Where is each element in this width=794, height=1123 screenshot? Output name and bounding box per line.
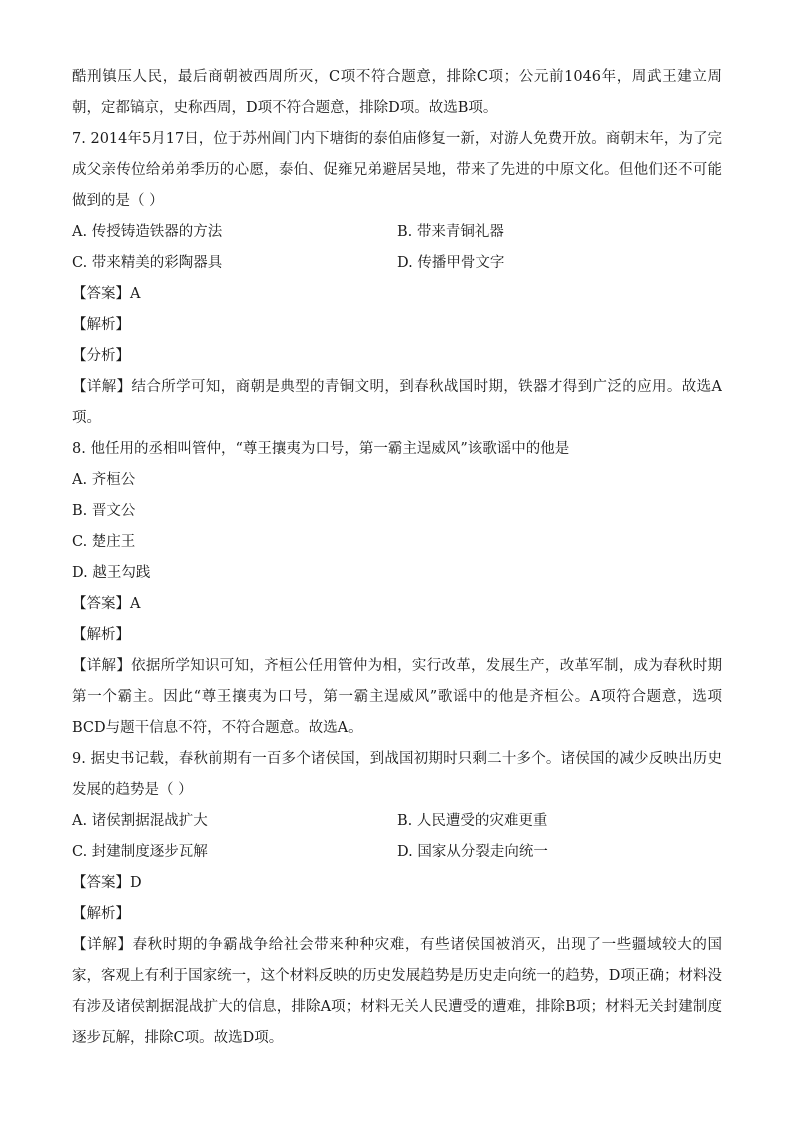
- question-7-fenxi-label: 【分析】: [72, 348, 130, 364]
- question-7-answer: 【答案】A: [72, 286, 141, 302]
- document-page: [72, 62, 722, 1054]
- question-9-option-b: B. 人民遭受的灾难更重: [397, 813, 548, 829]
- question-9-option-d: D. 国家从分裂走向统一: [397, 844, 548, 860]
- question-8-detail: 【详解】依据所学知识可知，齐桓公任用管仲为相，实行改革，发展生产，改革军制，成为春秋时期第一个霸主。因此“尊王攘夷为口号，第一霸主逞威风”歌谣中的他是齐桓公。A项符合题意，选项BCD与题干信息不符，不符合题意。故选A。: [72, 658, 722, 736]
- question-9-stem: 9. 据史书记载，春秋前期有一百多个诸侯国，到战国初期时只剩二十多个。诸侯国的减少反映出历史发展的趋势是（ ）: [72, 751, 722, 798]
- question-7-options-row-1: [72, 217, 722, 248]
- question-7-stem: 7. 2014年5月17日，位于苏州阊门内下塘街的泰伯庙修复一新，对游人免费开放。商朝末年，为了完成父亲传位给弟弟季历的心愿，泰伯、促雍兄弟避居吴地，带来了先进的中原文化。但他们还不可能做到的是（ ）: [72, 131, 722, 209]
- question-9-analysis-label: 【解析】: [72, 906, 130, 922]
- question-8-option-a: A. 齐桓公: [72, 472, 136, 488]
- question-9-options-row-1: [72, 806, 722, 837]
- question-8-option-c: C. 楚庄王: [72, 534, 136, 550]
- previous-answer-continuation: 酷刑镇压人民，最后商朝被西周所灭，C项不符合题意，排除C项；公元前1046年，周武王建立周朝，定都镐京，史称西周，D项不符合题意，排除D项。故选B项。: [72, 69, 722, 116]
- question-8-answer: 【答案】A: [72, 596, 141, 612]
- question-7-option-d: D. 传播甲骨文字: [397, 255, 505, 271]
- question-7-option-b: B. 带来青铜礼器: [397, 224, 504, 240]
- question-9-detail: 【详解】春秋时期的争霸战争给社会带来种种灾难，有些诸侯国被消灭，出现了一些疆域较大的国家，客观上有利于国家统一，这个材料反映的历史发展趋势是历史走向统一的趋势，D项正确；材料没有涉及诸侯割据混战扩大的信息，排除A项；材料无关人民遭受的遭难，排除B项；材料无关封建制度逐步瓦解，排除C项。故选D项。: [72, 937, 722, 1046]
- question-9-options-row-2: [72, 837, 722, 868]
- question-8-option-d: D. 越王勾践: [72, 565, 151, 581]
- question-8-stem: 8. 他任用的丞相叫管仲，“尊王攘夷为口号，第一霸主逞威风”该歌谣中的他是: [72, 441, 570, 457]
- question-9-answer: 【答案】D: [72, 875, 142, 891]
- question-9-option-a: A. 诸侯割据混战扩大: [72, 813, 208, 829]
- question-8-analysis-label: 【解析】: [72, 627, 130, 643]
- question-7-option-c: C. 带来精美的彩陶器具: [72, 255, 223, 271]
- question-7-option-a: A. 传授铸造铁器的方法: [72, 224, 223, 240]
- question-7-detail: 【详解】结合所学可知，商朝是典型的青铜文明，到春秋战国时期，铁器才得到广泛的应用。故选A项。: [72, 379, 722, 426]
- question-8-option-b: B. 晋文公: [72, 503, 136, 519]
- question-7-options-row-2: [72, 248, 722, 279]
- question-9-option-c: C. 封建制度逐步瓦解: [72, 844, 208, 860]
- question-7-analysis-label: 【解析】: [72, 317, 130, 333]
